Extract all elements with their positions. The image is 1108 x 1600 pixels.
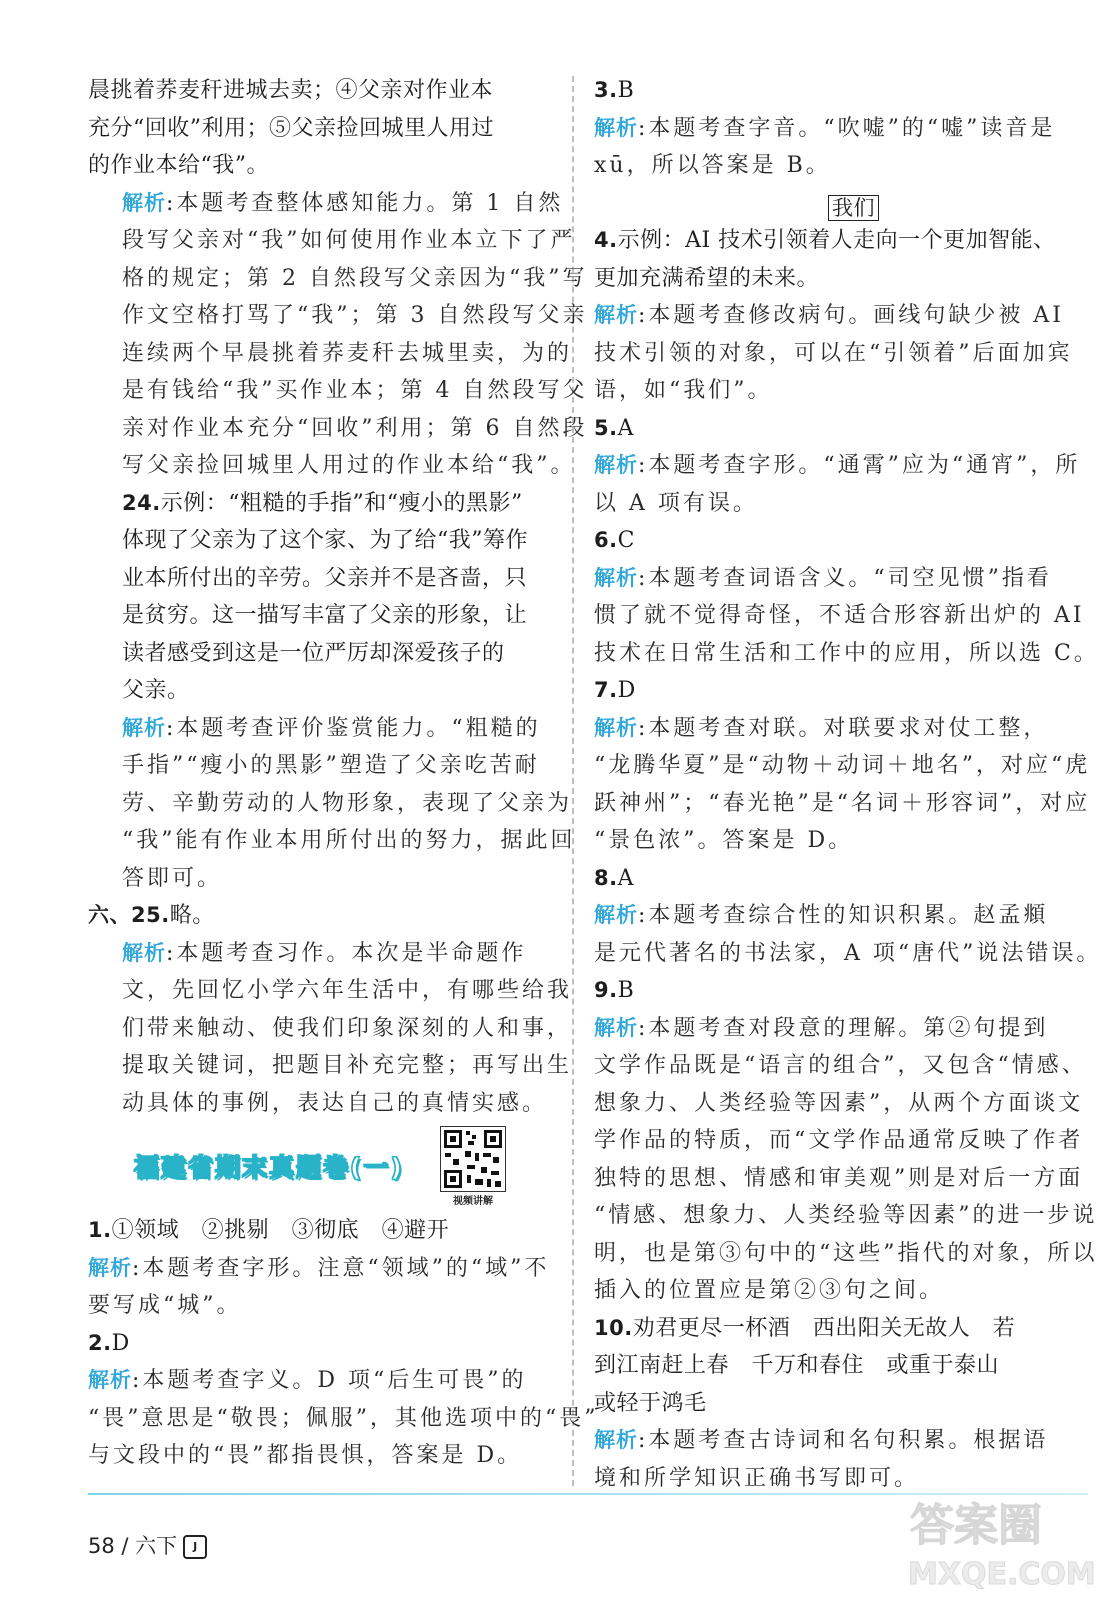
- explanation-line: “我”能有作业本用所付出的努力，据此回: [122, 828, 576, 853]
- explanation-line: 作文空格打骂了“我”；第 3 自然段写父亲: [122, 303, 588, 328]
- question-8: 8.A: [594, 865, 634, 891]
- question-number: 2.: [88, 1330, 112, 1355]
- question-number: 4.: [594, 228, 618, 252]
- explanation-line: 解析:本题考查修改病句。画线句缺少被 AI: [594, 303, 1064, 328]
- explanation-line: 明，也是第③句中的“这些”指代的对象，所以: [594, 1240, 1098, 1266]
- explanation-line: 文，先回忆小学六年生活中，有哪些给我: [122, 978, 573, 1003]
- explanation-line: 亲对作业本充分“回收”利用；第 6 自然段: [122, 415, 588, 441]
- explanation-line: 境和所学知识正确书写即可。: [594, 1465, 920, 1491]
- text-line: 体现了父亲为了这个家、为了给“我”筹作: [122, 528, 528, 553]
- explanation-line: 技术在日常生活和工作中的应用，所以选 C。: [594, 640, 1099, 666]
- explanation-line: 学作品的特质，而“文学作品通常反映了作者: [594, 1128, 1084, 1153]
- inserted-word-box: 我们: [828, 195, 879, 221]
- explanation-label: 解析: [594, 1015, 638, 1040]
- text-line: 父亲。: [122, 678, 190, 703]
- explanation-line: “畏”意思是“敬畏；佩服”，其他选项中的“畏”: [88, 1405, 599, 1431]
- question-25: 六、25.略。: [88, 903, 215, 928]
- explanation-label: 解析: [122, 190, 166, 215]
- explanation-line: 要写成“城”。: [88, 1293, 242, 1318]
- explanation-line: “景色浓”。答案是 D。: [594, 828, 854, 853]
- qr-code-icon[interactable]: [440, 1126, 506, 1192]
- explanation-label: 解析: [594, 565, 638, 590]
- question-9: 9.B: [594, 978, 635, 1003]
- text-line: 的作业本给“我”。: [88, 153, 269, 178]
- explanation-line: 答即可。: [122, 865, 223, 891]
- explanation-line: 手指”“瘦小的黑影”塑造了父亲吃苦耐: [122, 753, 540, 778]
- explanation-line: 解析:本题考查字音。“吹嘘”的“嘘”读音是: [594, 115, 1056, 141]
- text-line: 是贫穷。这一描写丰富了父亲的形象，让: [122, 603, 528, 628]
- question-number: 10.: [594, 1315, 633, 1340]
- explanation-label: 解析: [594, 903, 638, 927]
- explanation-line: 解析:本题考查习作。本次是半命题作: [122, 940, 527, 966]
- explanation-line: 连续两个早晨挑着荞麦秆去城里卖，为的: [122, 340, 573, 366]
- edition-seal-icon: J: [183, 1535, 207, 1559]
- qr-caption: 视频讲解: [453, 1196, 493, 1207]
- page-footer: [88, 1530, 207, 1560]
- explanation-line: 动具体的事例，表达自己的真情实感。: [122, 1090, 548, 1116]
- question-number: 1.: [88, 1218, 112, 1242]
- explanation-label: 解析: [594, 115, 638, 140]
- text-line: 更加充满希望的未来。: [594, 265, 820, 291]
- explanation-line: 们带来触动、使我们印象深刻的人和事，: [122, 1015, 573, 1041]
- question-number: 3.: [594, 78, 618, 102]
- text-line: 晨挑着荞麦秆进城去卖；④父亲对作业本: [88, 78, 494, 103]
- explanation-line: 解析:本题考查字形。注意“领域”的“域”不: [88, 1255, 550, 1281]
- section-title-block: [88, 1122, 558, 1212]
- explanation-line: 解析:本题考查对联。对联要求对仗工整，: [594, 715, 1049, 741]
- watermark-text: 答案圈: [910, 1500, 1042, 1551]
- insertion-mark-row: [594, 185, 1064, 223]
- question-3: 3.B: [594, 78, 635, 103]
- explanation-line: 是元代著名的书法家，A 项“唐代”说法错误。: [594, 940, 1102, 966]
- question-7: 7.D: [594, 678, 636, 703]
- explanation-line: 是有钱给“我”买作业本；第 4 自然段写父: [122, 378, 588, 403]
- explanation-line: 以 A 项有误。: [594, 490, 758, 516]
- explanation-line: 解析:本题考查综合性的知识积累。赵孟頫: [594, 903, 1049, 928]
- question-1: 1.①领域 ②挑剔 ③彻底 ④避开: [88, 1218, 450, 1243]
- watermark-logo: [900, 1490, 1100, 1594]
- text-line: 业本所付出的辛劳。父亲并不是吝啬，只: [122, 565, 528, 591]
- explanation-line: 惯了就不觉得奇怪，不适合形容新出炉的 AI: [594, 603, 1085, 628]
- question-10: 10.劝君更尽一杯酒 西出阳关无故人 若: [594, 1315, 1016, 1341]
- explanation-line: 插入的位置应是第②③句之间。: [594, 1278, 945, 1303]
- explanation-line: 技术引领的对象，可以在“引领着”后面加宾: [594, 340, 1073, 366]
- explanation-line: 独特的思想、情感和审美观”则是对后一方面: [594, 1165, 1084, 1191]
- explanation-line: 解析:本题考查字形。“通霄”应为“通宵”，所: [594, 453, 1081, 478]
- explanation-label: 解析: [594, 453, 638, 477]
- question-5: 5.A: [594, 415, 634, 441]
- explanation-line: 解析:本题考查整体感知能力。第 1 自然: [122, 190, 564, 216]
- question-2: 2.D: [88, 1330, 130, 1356]
- explanation-line: 段写父亲对“我”如何使用作业本立下了严: [122, 228, 576, 253]
- question-4: 4.示例：AI 技术引领着人走向一个更加智能、: [594, 228, 1056, 253]
- question-24: 24.示例：“粗糙的手指”和“瘦小的黑影”: [122, 490, 523, 516]
- explanation-label: 解析: [88, 1255, 132, 1280]
- explanation-line: 解析:本题考查对段意的理解。第②句提到: [594, 1015, 1049, 1041]
- explanation-line: 与文段中的“畏”都指畏惧，答案是 D。: [88, 1443, 523, 1468]
- explanation-line: xū，所以答案是 B。: [594, 153, 831, 178]
- question-number: 9.: [594, 978, 618, 1002]
- explanation-label: 解析: [594, 1428, 638, 1452]
- section-title: 福建省期末真题卷(一): [134, 1153, 404, 1182]
- explanation-line: 劳、辛勤劳动的人物形象，表现了父亲为: [122, 790, 573, 816]
- text-line: 或轻于鸿毛: [594, 1390, 707, 1416]
- explanation-label: 解析: [122, 715, 166, 740]
- explanation-line: 解析:本题考查评价鉴赏能力。“粗糙的: [122, 715, 541, 741]
- question-number: 六、25.: [88, 903, 170, 927]
- explanation-line: 格的规定；第 2 自然段写父亲因为“我”写: [122, 265, 588, 291]
- explanation-label: 解析: [122, 940, 166, 965]
- watermark-domain: MXQE.COM: [908, 1557, 1096, 1592]
- question-number: 7.: [594, 678, 618, 702]
- explanation-label: 解析: [594, 715, 638, 740]
- text-line: 充分“回收”利用；⑤父亲捡回城里人用过: [88, 115, 494, 141]
- text-line: 到江南赶上春 千万和春住 或重于泰山: [594, 1353, 1000, 1378]
- question-number: 6.: [594, 528, 618, 552]
- text-line: 读者感受到这是一位严厉却深爱孩子的: [122, 640, 505, 666]
- question-number: 24.: [122, 490, 161, 515]
- question-number: 5.: [594, 415, 618, 440]
- explanation-line: 跃神州”；“春光艳”是“名词＋形容词”，对应: [594, 790, 1091, 816]
- explanation-label: 解析: [594, 303, 638, 327]
- explanation-line: 语，如“我们”。: [594, 378, 773, 403]
- explanation-line: 提取关键词，把题目补充完整；再写出生: [122, 1053, 573, 1078]
- question-number: 8.: [594, 865, 618, 890]
- explanation-line: 想象力、人类经验等因素”，从两个方面谈文: [594, 1090, 1084, 1116]
- question-6: 6.C: [594, 528, 635, 553]
- explanation-line: 解析:本题考查古诗词和名句积累。根据语: [594, 1428, 1049, 1453]
- page-number: 58 / 六下: [88, 1534, 178, 1558]
- right-column: [594, 72, 1102, 1497]
- explanation-line: “情感、想象力、人类经验等因素”的进一步说: [594, 1203, 1098, 1228]
- explanation-line: “龙腾华夏”是“动物＋动词＋地名”，对应“虎: [594, 753, 1091, 778]
- explanation-line: 解析:本题考查词语含义。“司空见惯”指看: [594, 565, 1052, 591]
- explanation-line: 解析:本题考查字义。D 项“后生可畏”的: [88, 1368, 527, 1393]
- explanation-line: 文学作品既是“语言的组合”，又包含“情感、: [594, 1053, 1087, 1078]
- explanation-line: 写父亲捡回城里人用过的作业本给“我”。: [122, 453, 576, 478]
- explanation-label: 解析: [88, 1368, 132, 1392]
- left-column: [88, 72, 599, 1475]
